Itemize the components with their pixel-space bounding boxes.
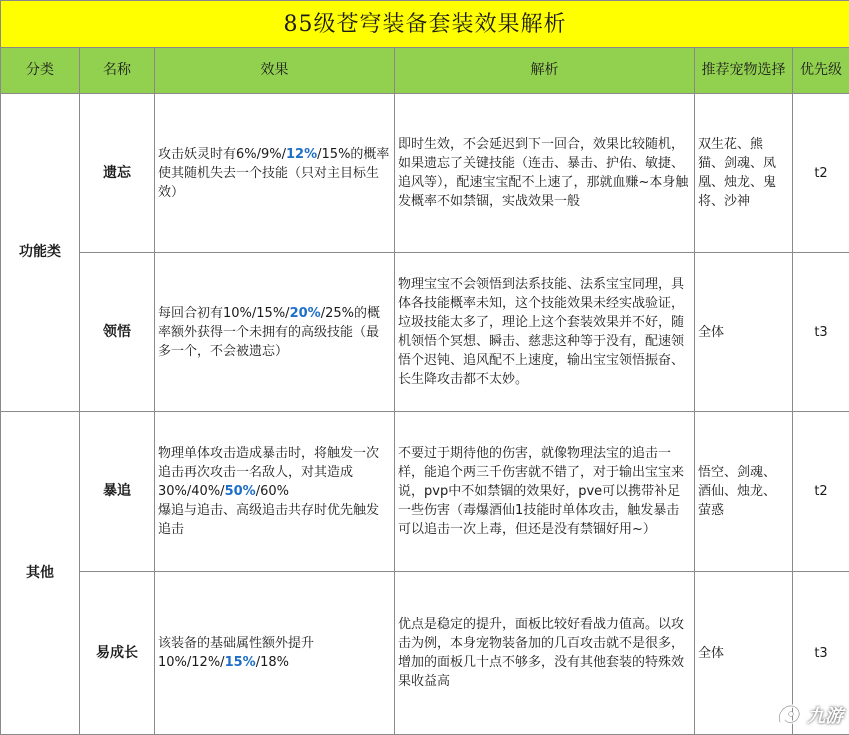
header-row	[1, 48, 849, 94]
analysis-cell: 物理宝宝不会领悟到法系技能、法系宝宝同理，具体各技能概率未知，这个技能效果未经实战验证，垃圾技能太多了，理论上这个套装效果并不好，随机领悟个冥想、瞬击、慈悲这种等于没有，配速领悟个迟钝、追风配不上速度，输出宝宝领悟振奋、长生降攻击都不太妙。	[395, 253, 695, 412]
set-name: 易成长	[80, 572, 155, 735]
effect-text: /18%	[256, 655, 289, 670]
effect-text: 攻击妖灵时有6%/9%/	[158, 147, 286, 162]
effect-text: /60%	[256, 484, 289, 499]
priority-cell: t3	[793, 572, 849, 735]
effect-text: 物理单体攻击造成暴击时，将触发一次追击再次攻击一名敌人，对其造成30%/40%/	[158, 446, 379, 499]
effect-text: 该装备的基础属性额外提升10%/12%/	[158, 636, 314, 670]
header-name: 名称	[80, 48, 155, 94]
effect-text: /25%的概率额外获得一个未拥有的高级技能（最多一个，不会被遗忘）	[158, 306, 380, 359]
header-analysis: 解析	[395, 48, 695, 94]
set-name: 遗忘	[80, 94, 155, 253]
table-row	[1, 253, 849, 412]
watermark-text: 九游	[807, 702, 843, 728]
effect-text: /15%的概率使其随机失去一个技能（只对主目标生效）	[158, 147, 389, 200]
priority-cell: t3	[793, 253, 849, 412]
table-row	[1, 94, 849, 253]
header-category: 分类	[1, 48, 80, 94]
priority-cell: t2	[793, 412, 849, 572]
watermark	[774, 700, 843, 730]
table-row	[1, 572, 849, 735]
header-effect: 效果	[155, 48, 395, 94]
pets-cell: 全体	[695, 253, 793, 412]
table-title: 85级苍穹装备套装效果解析	[1, 1, 849, 48]
effect-cell	[155, 412, 395, 572]
pets-cell: 全体	[695, 572, 793, 735]
nine-game-logo-icon	[774, 700, 804, 730]
effect-note: 爆追与追击、高级追击共存时优先触发追击	[158, 503, 379, 537]
analysis-cell: 即时生效，不会延迟到下一回合，效果比较随机，如果遗忘了关键技能（连击、暴击、护佑、敏捷、追风等），配速宝宝配不上速了，那就血赚~本身触发概率不如禁锢，实战效果一般	[395, 94, 695, 253]
analysis-cell: 优点是稳定的提升，面板比较好看战力值高。以攻击为例，本身宠物装备加的几百攻击就不是很多，增加的面板几十点不够多，没有其他套装的特殊效果收益高	[395, 572, 695, 735]
set-name: 暴追	[80, 412, 155, 572]
effect-highlight: 12%	[286, 147, 317, 162]
effect-highlight: 15%	[225, 655, 256, 670]
effect-cell	[155, 253, 395, 412]
effect-highlight: 50%	[225, 484, 256, 499]
analysis-cell: 不要过于期待他的伤害，就像物理法宝的追击一样，能追个两三千伤害就不错了，对于输出宝宝来说，pvp中不如禁锢的效果好，pve可以携带补足一些伤害（毒爆酒仙1技能时单体攻击，触发暴击可以追击一次上毒，但还是没有禁锢好用~）	[395, 412, 695, 572]
pets-cell: 悟空、剑魂、酒仙、烛龙、萤惑	[695, 412, 793, 572]
priority-cell: t2	[793, 94, 849, 253]
header-pets: 推荐宠物选择	[695, 48, 793, 94]
table-row	[1, 412, 849, 572]
effect-cell	[155, 572, 395, 735]
effect-cell	[155, 94, 395, 253]
category-cell: 其他	[1, 412, 80, 735]
header-priority: 优先级	[793, 48, 849, 94]
pets-cell: 双生花、熊猫、剑魂、凤凰、烛龙、鬼将、沙神	[695, 94, 793, 253]
effect-text: 每回合初有10%/15%/	[158, 306, 290, 321]
effect-highlight: 20%	[290, 306, 321, 321]
category-cell: 功能类	[1, 94, 80, 412]
set-name: 领悟	[80, 253, 155, 412]
